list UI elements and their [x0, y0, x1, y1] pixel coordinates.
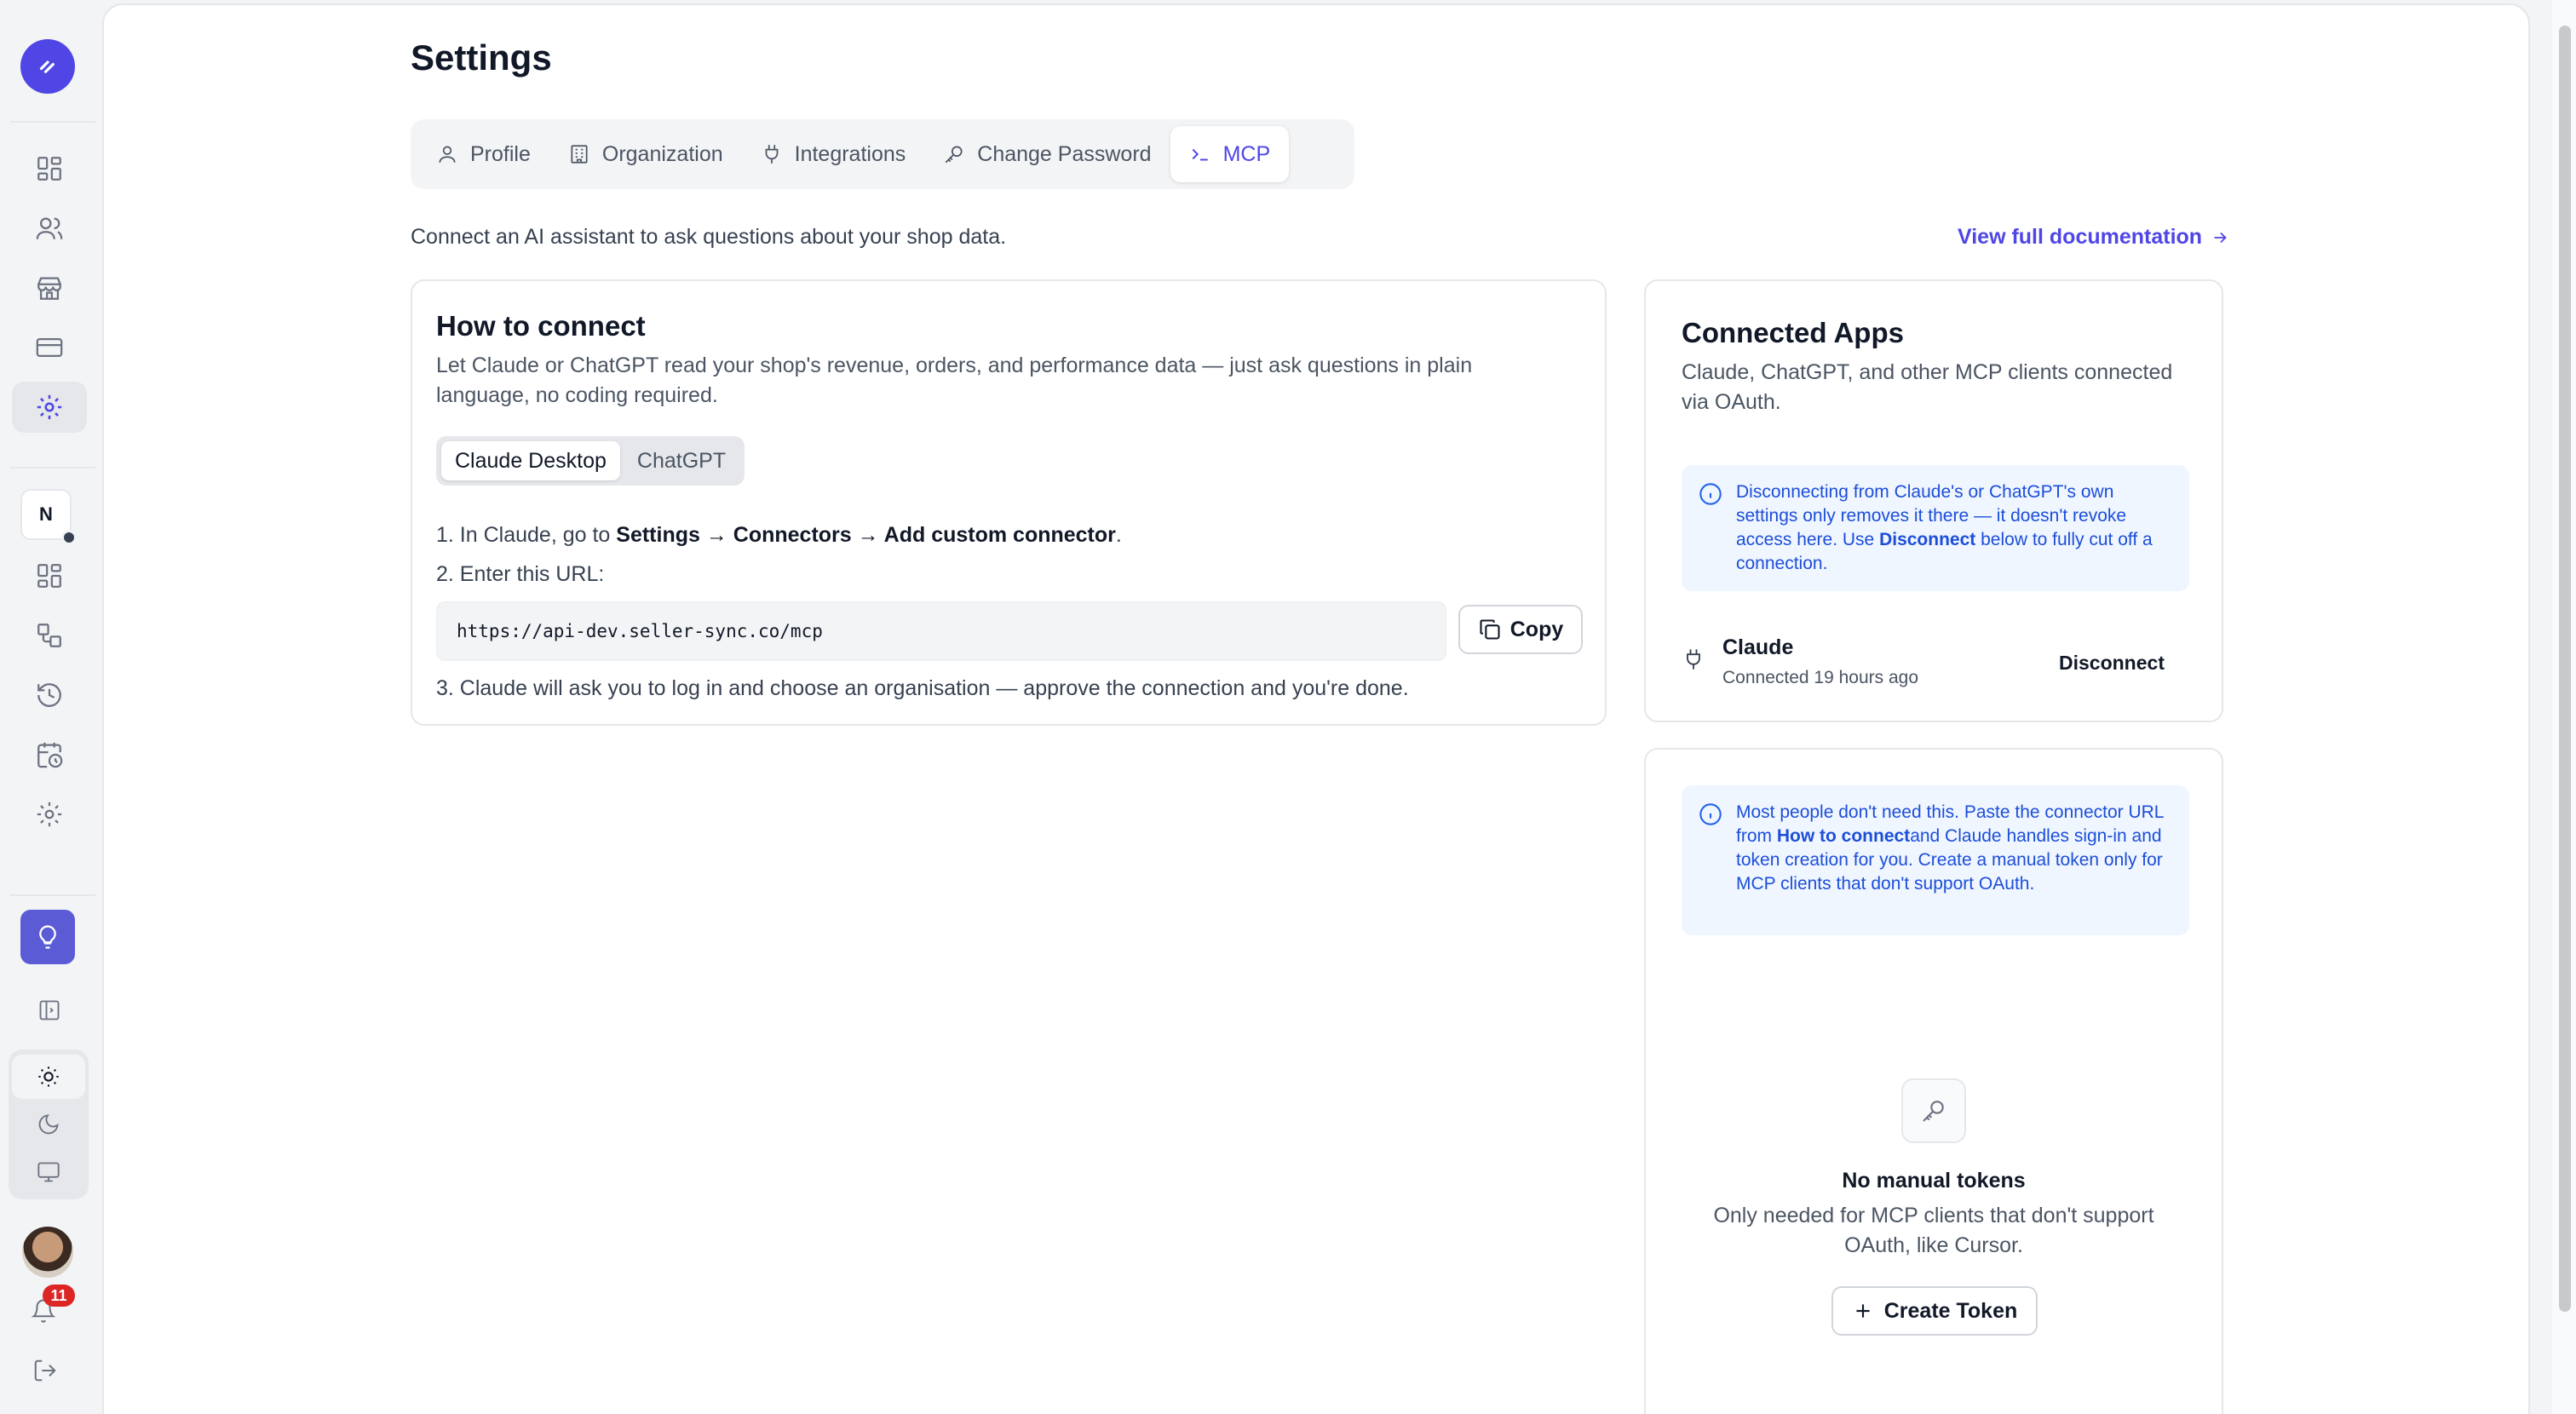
info-text: Disconnecting from Claude's or ChatGPT's own settings only removes it there — it doesn't revoke access here. Use [1736, 482, 2127, 549]
client-switcher [436, 436, 745, 486]
connection-name: Claude [1722, 635, 1794, 659]
org-initial: N [39, 503, 53, 525]
key-icon [943, 143, 965, 165]
org-avatar[interactable] [20, 489, 72, 540]
info-bold: Disconnect [1879, 530, 1976, 549]
tokens-info-banner [1682, 785, 2189, 935]
tab-label: Change Password [977, 141, 1152, 166]
tab-integrations[interactable] [742, 126, 925, 182]
sidebar-divider [10, 121, 95, 123]
intro-text: Connect an AI assistant to ask questions about your shop data. [411, 225, 1007, 249]
workflow-icon[interactable] [12, 610, 87, 661]
info-icon [1699, 482, 1722, 506]
step-1-prefix: 1. In Claude, go to [436, 523, 617, 547]
tab-mcp[interactable] [1170, 126, 1290, 182]
info-icon [1699, 802, 1722, 826]
info-text: Most people don't need this. Paste the connector URL from [1736, 802, 2164, 846]
disconnect-button[interactable]: Disconnect [2059, 651, 2165, 674]
doc-link-label: View full documentation [1958, 225, 2203, 249]
notification-badge: 11 [43, 1285, 75, 1307]
plus-icon [1852, 1300, 1874, 1322]
create-token-label: Create Token [1883, 1298, 2018, 1323]
info-text-end: below to fully cut off a connection. [1736, 530, 2153, 573]
settings-tabs [411, 119, 1354, 189]
connector-url-field[interactable] [436, 601, 1446, 661]
arrow-right-icon [2211, 228, 2229, 247]
users-icon[interactable] [12, 203, 87, 254]
history-icon[interactable] [12, 670, 87, 721]
info-bold: How to connect [1776, 826, 1911, 846]
step-1-path: Settings → Connectors → Add custom connector [616, 523, 1116, 547]
sidebar-divider [10, 467, 95, 468]
panel-icon[interactable] [12, 985, 87, 1036]
sun-icon[interactable] [12, 1055, 85, 1099]
org-status-dot [61, 530, 77, 545]
theme-switcher [9, 1049, 89, 1199]
tab-label: Organization [601, 141, 723, 166]
plug-icon [1682, 647, 1705, 671]
moon-icon[interactable] [12, 1102, 85, 1147]
step-1 [436, 523, 1122, 548]
empty-state-description: Only needed for MCP clients that don't support OAuth, like Cursor. [1713, 1204, 2154, 1257]
calendar-clock-icon[interactable] [12, 729, 87, 780]
manual-tokens-card [1644, 748, 2223, 1414]
building-icon [568, 143, 590, 165]
logo-icon[interactable] [20, 39, 75, 94]
dashboard-icon[interactable] [12, 143, 87, 194]
gear-icon[interactable] [12, 789, 87, 840]
connection-time: Connected 19 hours ago [1722, 668, 1919, 687]
connected-apps-title: Connected Apps [1682, 317, 1904, 348]
connector-url: https://api-dev.seller-sync.co/mcp [457, 621, 823, 641]
create-token-button[interactable] [1831, 1286, 2038, 1336]
disconnect-info-banner [1682, 465, 2189, 591]
empty-state-title: No manual tokens [1842, 1169, 2026, 1193]
info-text-end: and Claude handles sign-in and token creation for you. Create a manual token only for MCP clients that don't support OAuth. [1736, 826, 2163, 894]
user-icon [436, 143, 458, 165]
tab-organization[interactable] [549, 126, 742, 182]
sidebar [0, 0, 102, 1414]
segment-chatgpt[interactable]: ChatGPT [636, 448, 727, 473]
tab-profile[interactable] [417, 126, 549, 182]
monitor-icon[interactable] [12, 1150, 85, 1194]
segment-claude-desktop[interactable]: Claude Desktop [441, 441, 620, 480]
copy-button[interactable] [1458, 605, 1583, 654]
scrollbar-thumb[interactable] [2559, 26, 2571, 1312]
store-icon[interactable] [12, 262, 87, 313]
view-documentation-link[interactable] [1958, 225, 2229, 250]
step-2: 2. Enter this URL: [436, 562, 605, 586]
how-to-connect-title: How to connect [436, 310, 646, 342]
step-3: 3. Claude will ask you to log in and choose an organisation — approve the connection and you're done. [436, 676, 1409, 700]
terminal-icon [1189, 143, 1211, 165]
how-to-connect-description: Let Claude or ChatGPT read your shop's revenue, orders, and performance data — just ask questions in plain language, no coding required. [436, 354, 1473, 407]
copy-label: Copy [1509, 617, 1564, 641]
logout-icon[interactable] [32, 1358, 58, 1388]
plug-icon [761, 143, 783, 165]
sidebar-divider [10, 894, 95, 896]
tab-label: Integrations [794, 141, 906, 166]
key-icon [1901, 1078, 1966, 1143]
page-title: Settings [411, 37, 552, 78]
user-avatar[interactable] [22, 1227, 73, 1278]
tab-change-password[interactable] [924, 126, 1170, 182]
grid-icon[interactable] [12, 550, 87, 601]
settings-icon[interactable] [12, 382, 87, 433]
tab-label: MCP [1222, 141, 1271, 166]
card-icon[interactable] [12, 322, 87, 373]
how-to-connect-card [411, 279, 1607, 726]
connected-apps-description: Claude, ChatGPT, and other MCP clients connected via OAuth. [1682, 360, 2173, 414]
step-1-suffix: . [1115, 523, 1122, 547]
connected-apps-card [1644, 279, 2223, 722]
lightbulb-icon[interactable] [20, 910, 75, 964]
tab-label: Profile [470, 141, 531, 166]
copy-icon [1478, 618, 1502, 641]
